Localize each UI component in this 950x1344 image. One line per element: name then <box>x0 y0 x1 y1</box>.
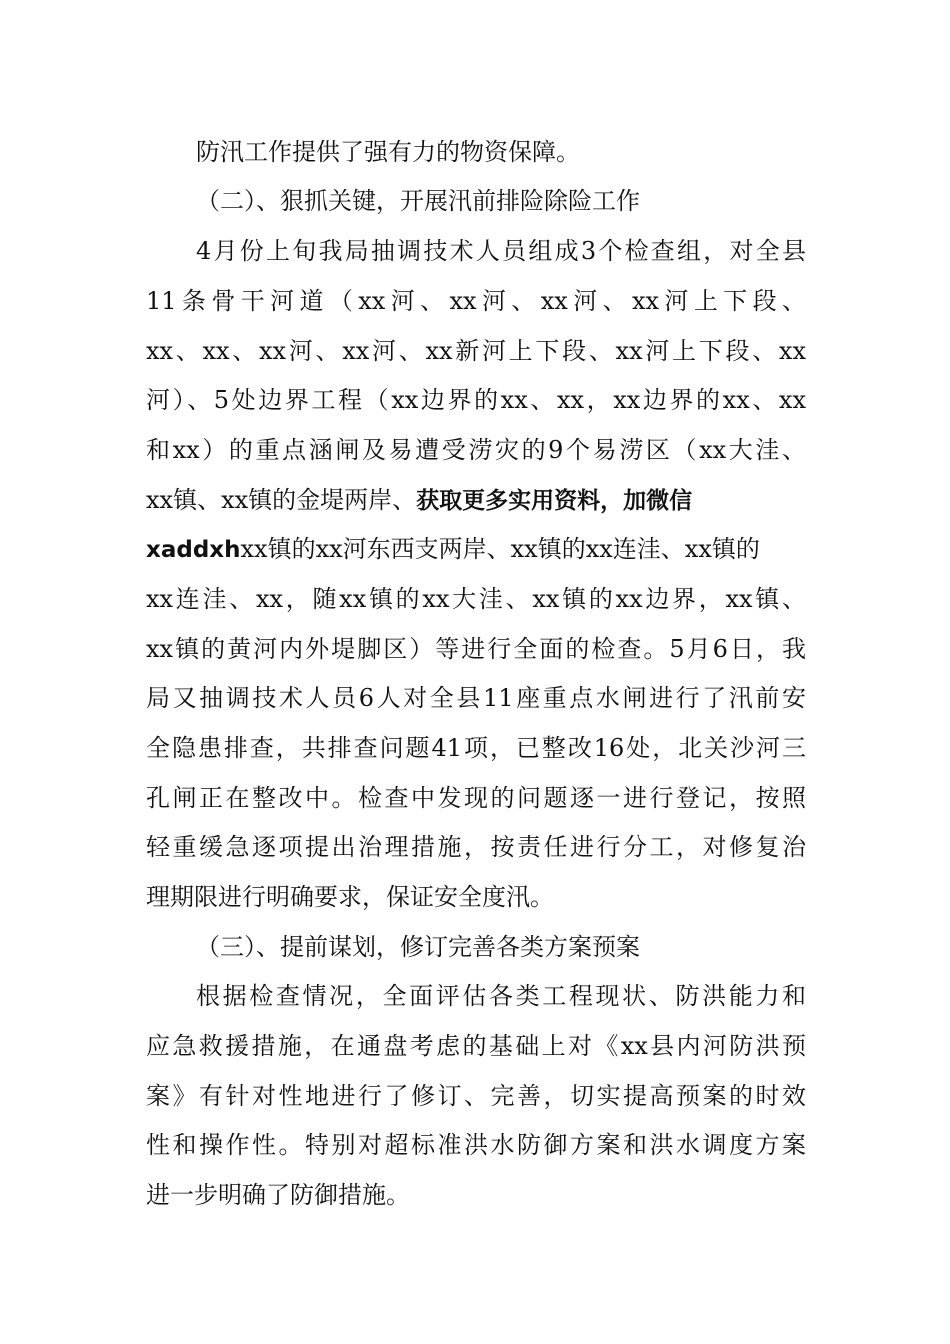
paragraph-line: 性和操作性。特别对超标准洪水防御方案和洪水调度方案 <box>146 1131 806 1159</box>
section-heading: （三）、提前谋划，修订完善各类方案预案 <box>196 933 640 961</box>
paragraph-line <box>146 532 760 566</box>
text-segment: xx镇的xx河东西支两岸、xx镇的xx连洼、xx镇的 <box>240 535 760 563</box>
paragraph-line: 河）、5处边界工程（xx边界的xx、xx，xx边界的xx、xx <box>146 386 806 414</box>
paragraph-line <box>146 483 692 517</box>
paragraph-line: 理期限进行明确要求，保证安全度汛。 <box>146 883 554 911</box>
paragraph-line: 全隐患排查，共排查问题41项，已整改16处，北关沙河三 <box>146 734 806 762</box>
paragraph-line: 防汛工作提供了强有力的物资保障。 <box>196 138 580 166</box>
promo-id: xaddxh <box>146 537 241 563</box>
text-segment: xx镇、xx镇的金堤两岸、 <box>146 486 417 514</box>
paragraph-line: 11条骨干河道（xx河、xx河、xx河、xx河上下段、 <box>146 287 806 315</box>
paragraph-line: xx连洼、xx，随xx镇的xx大洼、xx镇的xx边界，xx镇、 <box>146 585 806 613</box>
paragraph-line: 局又抽调技术人员6人对全县11座重点水闸进行了汛前安 <box>146 684 806 712</box>
section-heading: （二）、狠抓关键，开展汛前排险除险工作 <box>196 187 640 215</box>
paragraph-line: 进一步明确了防御措施。 <box>146 1181 410 1209</box>
paragraph-line: 案》有针对性地进行了修订、完善，切实提高预案的时效 <box>146 1082 806 1110</box>
paragraph-line: 轻重缓急逐项提出治理措施，按责任进行分工，对修复治 <box>146 833 806 861</box>
paragraph-line: 孔闸正在整改中。检查中发现的问题逐一进行登记，按照 <box>146 784 806 812</box>
paragraph-line: 根据检查情况，全面评估各类工程现状、防洪能力和 <box>196 982 806 1010</box>
paragraph-line: 4月份上旬我局抽调技术人员组成3个检查组，对全县 <box>196 237 806 265</box>
paragraph-line: xx镇的黄河内外堤脚区）等进行全面的检查。5月6日，我 <box>146 635 806 663</box>
paragraph-line: xx、xx、xx河、xx河、xx新河上下段、xx河上下段、xx <box>146 337 806 365</box>
paragraph-line: 应急救援措施，在通盘考虑的基础上对《xx县内河防洪预 <box>146 1032 806 1060</box>
paragraph-line: 和xx）的重点涵闸及易遭受涝灾的9个易涝区（xx大洼、 <box>146 436 806 464</box>
promo-text: 获取更多实用资料，加微信 <box>416 488 693 514</box>
